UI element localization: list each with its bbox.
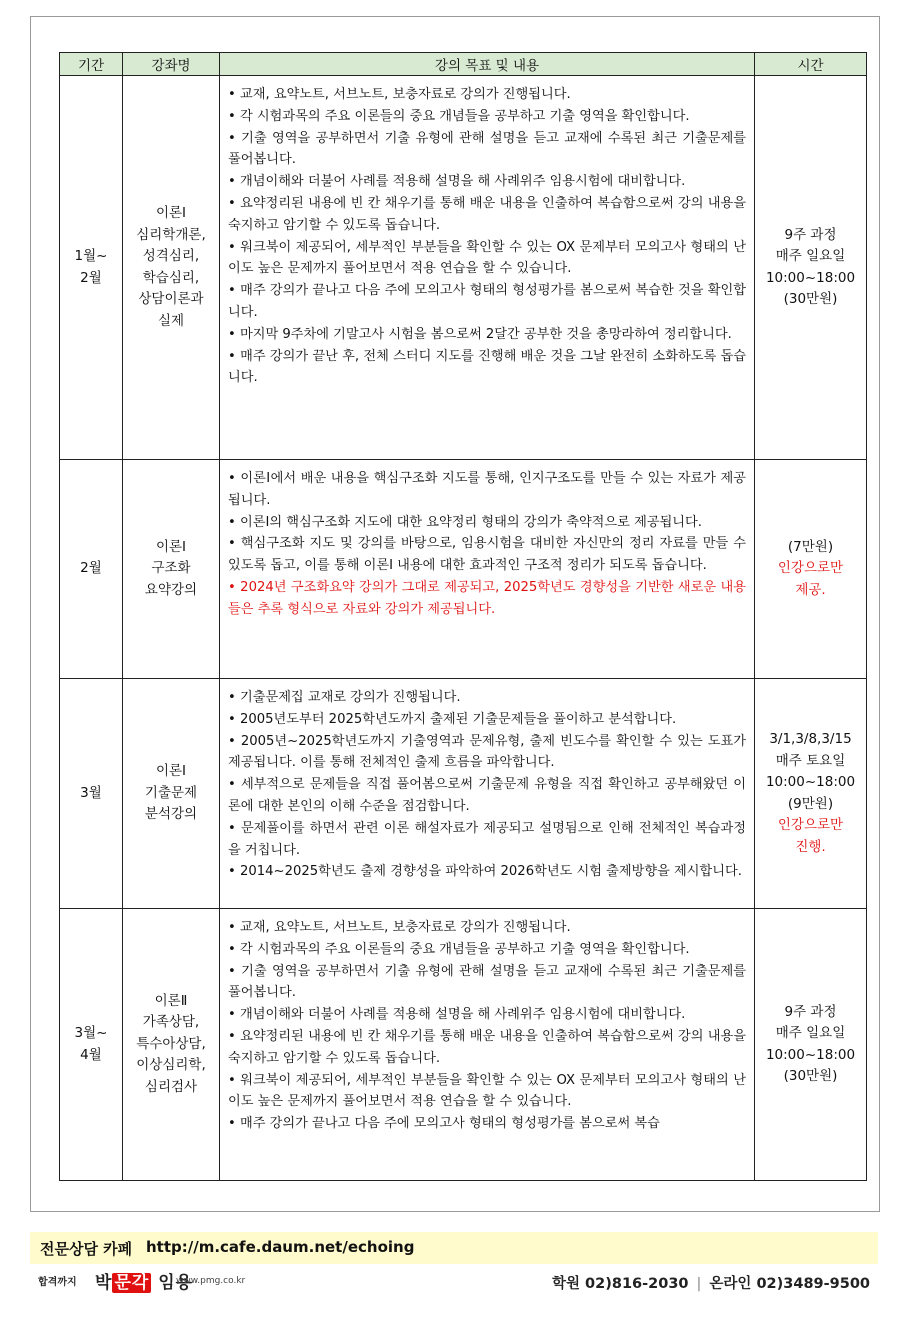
table-row — [60, 460, 867, 679]
content-item: • 2014~2025학년도 출제 경향성을 파악하여 2026학년도 시험 출제방향을 제시합니다. — [228, 864, 742, 880]
course-cell: 이론Ⅱ 가족상담, 특수아상담, 이상심리학, 심리검사 — [123, 909, 220, 1181]
content-item-highlight: • 2024년 구조화요약 강의가 그대로 제공되고, 2025학년도 경향성을 기반한 새로운 내용들은 추록 형식으로 자료와 강의가 제공됩니다. — [228, 579, 746, 617]
header-time: 시간 — [755, 53, 867, 76]
content-item: • 교재, 요약노트, 서브노트, 보충자료로 강의가 진행됩니다. — [228, 87, 571, 102]
content-item: • 개념이해와 더불어 사례를 적용해 설명을 해 사례위주 임용시험에 대비합니다. — [228, 1007, 686, 1023]
cafe-link[interactable]: http://m.cafe.daum.net/echoing — [146, 1238, 415, 1256]
content-item: • 세부적으로 문제들을 직접 풀어봄으로써 기출문제 유형을 직접 확인하고 공부해왔던 이론에 대한 본인의 이해 수준을 점검합니다. — [228, 777, 746, 814]
table-row — [60, 76, 867, 460]
period-cell: 3월~ 4월 — [60, 909, 123, 1181]
content-item: • 워크북이 제공되어, 세부적인 부분들을 확인할 수 있는 OX 문제부터 모의고사 형태의 난이도 높은 문제까지 풀어보면서 적용 연습을 할 수 있습니다. — [228, 239, 746, 277]
time-cell: (7만원) 인강으로만 제공. — [755, 460, 867, 679]
online-phone: 온라인 02)3489-9500 — [709, 1276, 870, 1292]
content-item: • 교재, 요약노트, 서브노트, 보충자료로 강의가 진행됩니다. — [228, 920, 571, 935]
content-item: • 2005년도부터 2025학년도까지 출제된 기출문제들을 풀이하고 분석합니다. — [228, 711, 677, 727]
content-item: • 요약정리된 내용에 빈 칸 채우기를 통해 배운 내용을 인출하여 복습함으로써 강의 내용을 숙지하고 암기할 수 있도록 돕습니다. — [228, 195, 746, 233]
table-header-row — [60, 53, 867, 76]
content-cell — [220, 679, 755, 909]
header-content: 강의 목표 및 내용 — [220, 53, 755, 76]
content-item: • 요약정리된 내용에 빈 칸 채우기를 통해 배운 내용을 인출하여 복습함으로써 강의 내용을 숙지하고 암기할 수 있도록 돕습니다. — [228, 1028, 746, 1066]
content-item: • 핵심구조화 지도 및 강의를 바탕으로, 임용시험을 대비한 자신만의 정리 자료를 만들 수 있도록 돕고, 이를 통해 이론Ⅰ 내용에 대한 효과적인 구조적 정리가 되도록 돕습니다. — [228, 536, 746, 574]
time-cell: 9주 과정 매주 일요일 10:00~18:00 (30만원) — [755, 76, 867, 460]
content-item: • 매주 강의가 끝난 후, 전체 스터디 지도를 진행해 배운 것을 그날 완전히 소화하도록 돕습니다. — [228, 348, 746, 386]
period-cell: 3월 — [60, 679, 123, 909]
course-cell: 이론Ⅰ 구조화 요약강의 — [123, 460, 220, 679]
content-item: • 이론Ⅰ의 핵심구조화 지도에 대한 요약정리 형태의 강의가 축약적으로 제공됩니다. — [228, 514, 702, 530]
content-item: • 기출 영역을 공부하면서 기출 유형에 관해 설명을 듣고 교재에 수록된 최근 기출문제를 풀어봅니다. — [228, 963, 746, 1001]
content-item: • 개념이해와 더불어 사례를 적용해 설명을 해 사례위주 임용시험에 대비합니다. — [228, 174, 686, 190]
contact-info — [552, 1272, 870, 1293]
time-cell: 9주 과정 매주 일요일 10:00~18:00 (30만원) — [755, 909, 867, 1181]
header-period: 기간 — [60, 53, 123, 76]
content-item: • 각 시험과목의 주요 이론들의 중요 개념들을 공부하고 기출 영역을 확인합니다. — [228, 941, 690, 957]
content-item: • 기출 영역을 공부하면서 기출 유형에 관해 설명을 듣고 교재에 수록된 최근 기출문제를 풀어봅니다. — [228, 130, 746, 168]
time-cell: 3/1,3/8,3/15 매주 토요일 10:00~18:00 (9만원) 인강으로만 진행. — [755, 679, 867, 909]
content-item: • 각 시험과목의 주요 이론들의 중요 개념들을 공부하고 기출 영역을 확인합니다. — [228, 108, 690, 124]
content-item: • 문제풀이를 하면서 관련 이론 해설자료가 제공되고 설명됨으로 인해 전체적인 복습과정을 거칩니다. — [228, 820, 746, 858]
content-cell — [220, 909, 755, 1181]
content-cell — [220, 76, 755, 460]
table-row — [60, 679, 867, 909]
logo-tagline: 합격까지 — [38, 1277, 77, 1288]
consult-label: 전문상담 카페 — [40, 1240, 133, 1258]
course-cell: 이론Ⅰ 심리학개론, 성격심리, 학습심리, 상담이론과 실제 — [123, 76, 220, 460]
consult-banner — [30, 1232, 878, 1264]
content-item: • 매주 강의가 끝나고 다음 주에 모의고사 형태의 형성평가를 봄으로써 복습 — [228, 1116, 660, 1132]
academy-phone: 학원 02)816-2030 — [551, 1276, 689, 1292]
logo-url: www.pmg.co.kr — [176, 1276, 246, 1286]
period-cell: 1월~ 2월 — [60, 76, 123, 460]
separator: | — [696, 1276, 702, 1292]
course-cell: 이론Ⅰ 기출문제 분석강의 — [123, 679, 220, 909]
content-item: • 이론Ⅰ에서 배운 내용을 핵심구조화 지도를 통해, 인지구조도를 만들 수 있는 자료가 제공됩니다. — [228, 471, 746, 508]
table-row — [60, 909, 867, 1181]
content-item: • 2005년~2025학년도까지 기출영역과 문제유형, 출제 빈도수를 확인할 수 있는 도표가 제공됩니다. 이를 통해 전체적인 출제 흐름을 파악합니다. — [228, 733, 746, 771]
content-item: • 마지막 9주차에 기말고사 시험을 봄으로써 2달간 공부한 것을 총망라하여 정리합니다. — [228, 326, 732, 342]
content-item: • 기출문제집 교재로 강의가 진행됩니다. — [228, 690, 461, 705]
content-cell — [220, 460, 755, 679]
header-course: 강좌명 — [123, 53, 220, 76]
content-item: • 워크북이 제공되어, 세부적인 부분들을 확인할 수 있는 OX 문제부터 모의고사 형태의 난이도 높은 문제까지 풀어보면서 적용 연습을 할 수 있습니다. — [228, 1072, 746, 1110]
period-cell: 2월 — [60, 460, 123, 679]
content-item: • 매주 강의가 끝나고 다음 주에 모의고사 형태의 형성평가를 봄으로써 복습한 것을 확인합니다. — [228, 283, 746, 320]
brand-logo: 박 문각 임용 — [95, 1273, 194, 1293]
schedule-table — [59, 52, 867, 1181]
